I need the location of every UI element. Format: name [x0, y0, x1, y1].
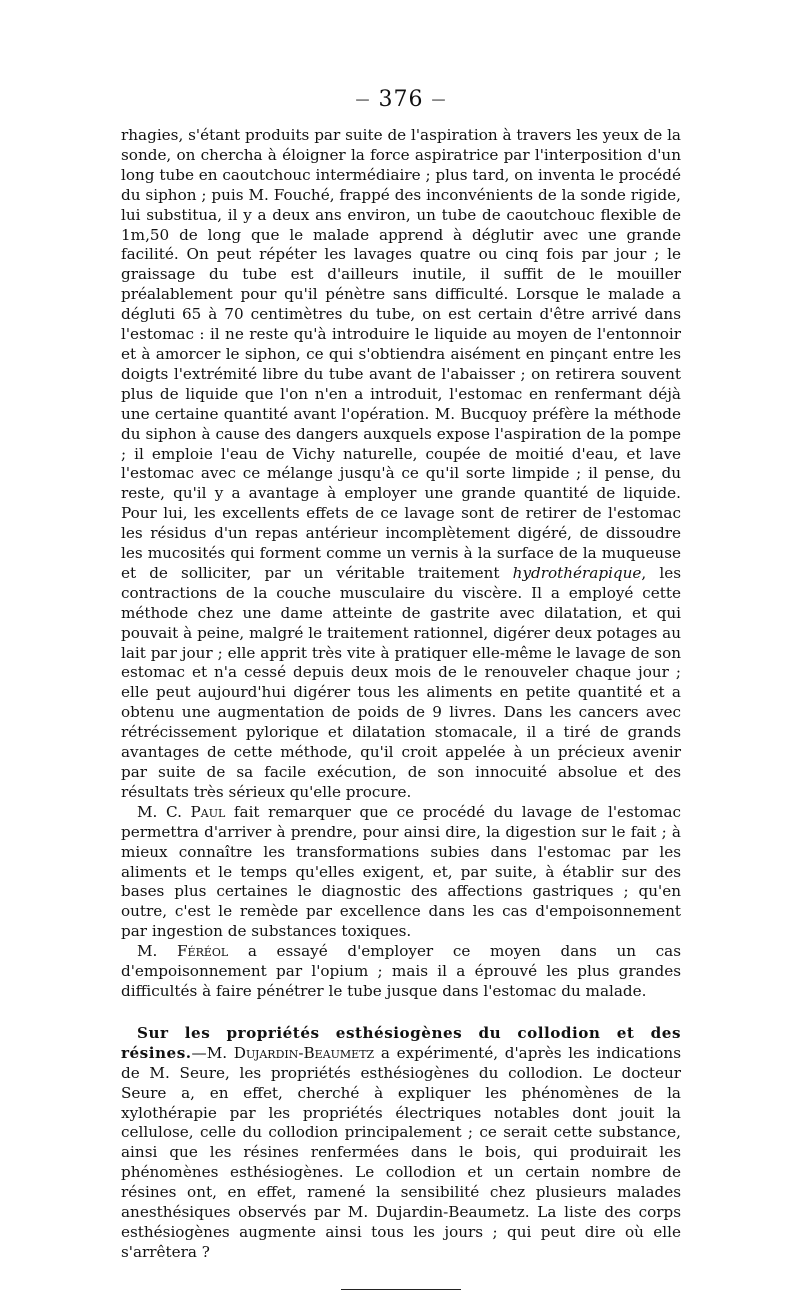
author-name-paul: Paul: [190, 802, 226, 821]
author-name-dujardin-beaumetz: Dujardin-Beaumetz: [233, 1043, 375, 1062]
paragraph-1-text: rhagies, s'étant produits par suite de l'aspiration à travers les yeux de la sonde, on chercha à éloigner la force aspiratrice par l'interposition d'un long tube en caoutchouc intermédiaire ; plus tard, on inventa le procédé du siphon ; puis M. Fouché, frappé des inconvénients de la sonde rigide, lui substitua, il y a deux ans environ, un tube de caoutchouc flexible de 1m,50 de long que le malade apprend à déglutir avec une grande facilité. On peut répéter les lavages quatre ou cinq fois par jour ; le graissage du tube est d'ailleurs inutile, il suffit de le mouiller préalablement pour qu'il pénètre sans difficulté. Lorsque le malade a dégluti 65 à 70 centimètres du tube, on est certain d'être arrivé dans l'estomac : il ne reste qu'à introduire le liquide au moyen de l'entonnoir et à amorcer le siphon, ce qui s'obtiendra aisément en pinçant entre les doigts l'extrémité libre du tube avant de l'abaisser ; on retirera souvent plus de liquide que l'on n'en a introduit, l'estomac en renfermant déjà une certaine quantité avant l'opération. M. Bucquoy préfère la méthode du siphon à cause des dangers auxquels expose l'aspiration de la pompe ; il emploie l'eau de Vichy naturelle, coupée de moitié d'eau, et lave l'estomac avec ce mélange jusqu'à ce qu'il sorte limpide ; il pense, du reste, qu'il y a avantage à employer une grande quantité de liquide. Pour lui, les excellents effets de ce lavage sont de retirer de l'estomac les résidus d'un repas antérieur incomplètement digéré, de dissoudre les mucosités qui forment comme un vernis à la surface de la muqueuse et de solliciter, par un véritable traitement: [121, 126, 681, 582]
paragraph-4-body: a expérimenté, d'après les indications de M. Seure, les propriétés esthésiogènes du collodion. Le docteur Seure a, en effet, cherché à expliquer les phénomènes de la xylothérapie par les propriétés électriques notables dont jouit la cellulose, celle du collodion principalement ; ce serait cette substance, ainsi que les résines renfermées dans le bois, qui produirait les phénomènes esthésiogènes. Le collodion et un certain nombre de résines ont, en effet, ramené la sensibilité chez plusieurs malades anesthésiques observés par M. Dujardin-Beaumetz. La liste des corps esthésiogènes augmente ainsi tous les jours ; qui peut dire où elle s'arrêtera ?: [121, 1043, 681, 1261]
header-dash-right: —: [431, 92, 447, 108]
header-dash-left: —: [355, 92, 371, 108]
paragraph-1-tail: , les contractions de la couche musculaire du viscère. Il a employé cette méthode chez une dame atteinte de gastrite avec dilatation, et qui pouvait à peine, malgré le traitement rationnel, digérer deux potages au lait par jour ; elle apprit très vite à pratiquer elle-même le lavage de son estomac et n'a cessé depuis deux mois de le renouveler chaque jour ; elle peut aujourd'hui digérer tous les aliments en petite quantité et a obtenu une augmentation de poids de 9 livres. Dans les cancers avec rétrécissement pylorique et dilatation stomacale, il a tiré de grands avantages de cette méthode, qu'il croit appelée à un précieux avenir par suite de sa facile exécution, de son innocuité absolue et des résultats très sérieux qu'elle procure.: [121, 563, 682, 801]
page-number-header: [121, 88, 681, 112]
paragraph-lavage-siphon: [121, 126, 681, 803]
paragraph-3-body: a essayé d'employer ce moyen dans un cas d'empoisonnement par l'opium ; mais il a éprouvé les plus grandes difficultés à faire pénétrer le tube jusque dans l'estomac du malade.: [121, 942, 681, 1000]
author-name-fereol: Féréol: [177, 942, 229, 961]
page-number: 376: [378, 87, 424, 112]
paragraph-1-italic: hydrothérapique: [512, 563, 642, 582]
section-dash: —M.: [191, 1043, 234, 1062]
document-page: [121, 88, 681, 1290]
paragraph-collodion-section: [121, 1024, 681, 1263]
section-gap: [121, 1002, 681, 1024]
section-title-collodion: Sur les propriétés esthésiogènes du collodion et des résines.: [121, 1023, 681, 1062]
paragraph-3-lead: M.: [137, 942, 178, 961]
paragraph-fereol-remark: [121, 942, 681, 1002]
paragraph-paul-remark: [121, 803, 681, 942]
paragraph-2-body: fait remarquer que ce procédé du lavage de l'estomac permettra d'arriver à prendre, pour ainsi dire, la digestion sur le fait ; à mieux connaître les transformations subies dans l'estomac par les aliments et le temps qu'elles exigent, et, par suite, à établir sur des bases plus certaines le diagnostic des affections gastriques ; qu'en outre, c'est le remède par excellence dans les cas d'empoisonnement par ingestion de substances toxiques.: [121, 802, 681, 941]
paragraph-2-lead: M. C.: [137, 802, 191, 821]
